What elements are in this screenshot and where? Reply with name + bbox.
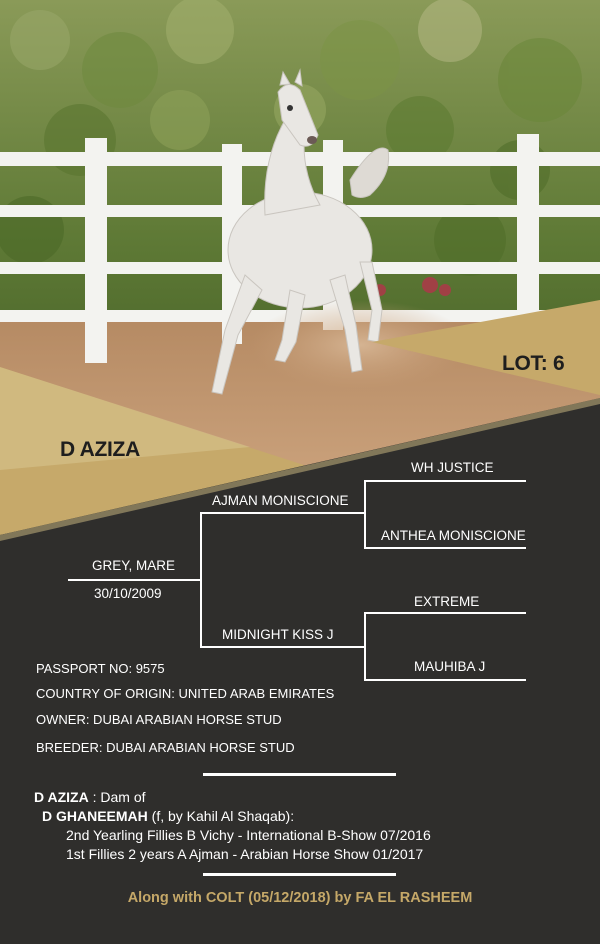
dam-dam-name: MAUHIBA J [414, 659, 486, 674]
divider [203, 773, 396, 776]
pedigree-line [364, 679, 526, 681]
passport-number: PASSPORT NO: 9575 [36, 661, 165, 676]
show-result: 1st Fillies 2 years A Ajman - Arabian Horse Show 01/2017 [66, 846, 424, 862]
pedigree-line [200, 513, 202, 647]
dam-sire-name: EXTREME [414, 594, 480, 609]
pedigree-line [200, 512, 366, 514]
offspring-line [34, 807, 431, 826]
sire-dam-name: ANTHEA MONISCIONE [381, 528, 526, 543]
pedigree-line [364, 612, 526, 614]
owner: OWNER: DUBAI ARABIAN HORSE STUD [36, 712, 282, 727]
pedigree-line [364, 613, 366, 681]
pedigree-line [68, 579, 202, 581]
show-result: 2nd Yearling Fillies B Vichy - International B-Show 07/2016 [66, 827, 431, 843]
dam-name-bold: D AZIZA [34, 789, 89, 805]
country-of-origin: COUNTRY OF ORIGIN: UNITED ARAB EMIRATES [36, 686, 335, 701]
horse-name: D AZIZA [60, 438, 140, 461]
pedigree-line [200, 646, 366, 648]
progeny-block [34, 788, 431, 864]
sire-name: AJMAN MONISCIONE [212, 493, 349, 508]
dam-of-label: : Dam of [88, 789, 146, 805]
breeder: BREEDER: DUBAI ARABIAN HORSE STUD [36, 740, 295, 755]
pedigree-line [364, 480, 526, 482]
offspring-detail: (f, by Kahil Al Shaqab): [147, 808, 295, 824]
lot-number: LOT: 6 [502, 352, 565, 375]
dam-name: MIDNIGHT KISS J [222, 627, 334, 642]
divider [203, 873, 396, 876]
pedigree-line [364, 547, 526, 549]
sire-sire-name: WH JUSTICE [411, 460, 494, 475]
color-sex: GREY, MARE [92, 558, 176, 573]
offspring-name: D GHANEEMAH [42, 808, 148, 824]
date-of-birth: 30/10/2009 [94, 586, 162, 601]
pedigree-line [364, 481, 366, 549]
dam-of-line [34, 788, 431, 807]
along-with-note: Along with COLT (05/12/2018) by FA EL RASHEEM [127, 890, 473, 906]
